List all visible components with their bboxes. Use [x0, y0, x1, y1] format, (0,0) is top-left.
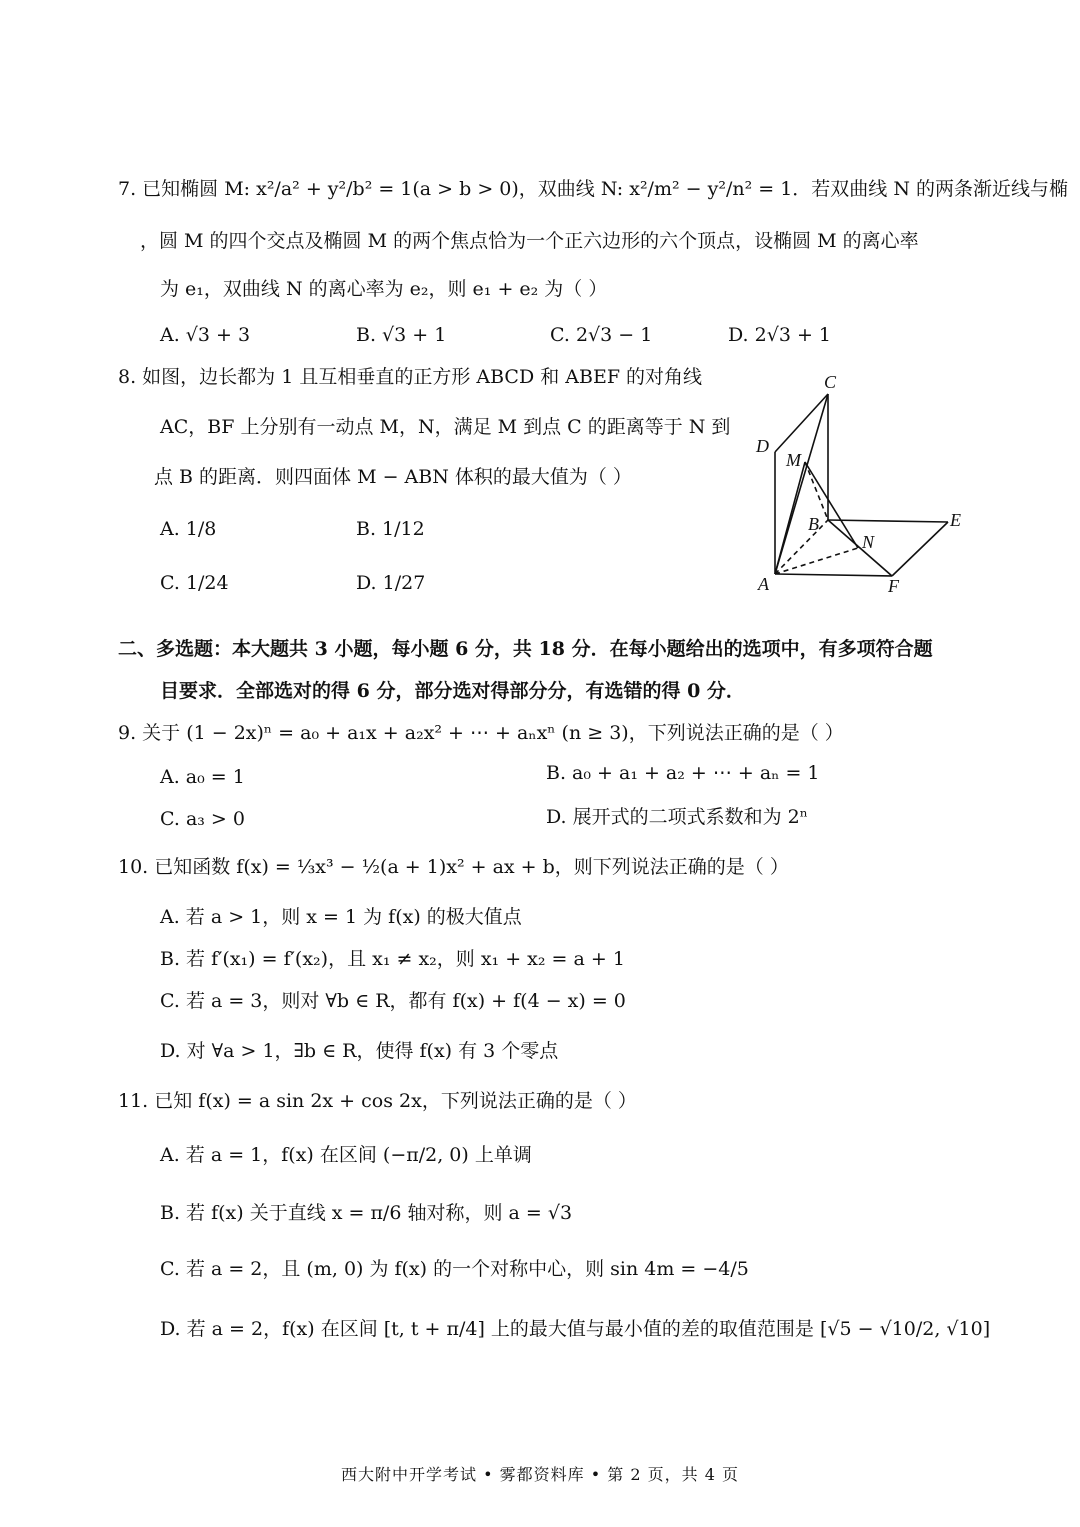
section2-header-line1: 二、多选题：本大题共 3 小题，每小题 6 分，共 18 分．在每小题给出的选项中，有多项符合题: [118, 638, 933, 660]
q10-option-a: A. 若 a > 1，则 x = 1 为 f(x) 的极大值点: [160, 906, 522, 928]
diagonal-bf: [828, 520, 892, 576]
segment-am: [775, 462, 805, 574]
q11-option-a: A. 若 a = 1，f(x) 在区间 (−π/2, 0) 上单调: [160, 1144, 532, 1166]
q10-option-b: B. 若 f′(x₁) = f′(x₂)，且 x₁ ≠ x₂，则 x₁ + x₂ = a + 1: [160, 948, 625, 970]
q7-option-c: C. 2√3 − 1: [550, 324, 653, 346]
page-footer: 西大附中开学考试 • 雾都资料库 • 第 2 页，共 4 页: [341, 1465, 739, 1484]
section2-header-line2: 目要求．全部选对的得 6 分，部分选对得部分分，有选错的得 0 分．: [160, 680, 745, 702]
q10-option-d: D. 对 ∀a > 1，∃b ∈ R，使得 f(x) 有 3 个零点: [160, 1040, 559, 1062]
q11-option-b: B. 若 f(x) 关于直线 x = π/6 轴对称，则 a = √3: [160, 1202, 573, 1224]
segment-an: [775, 548, 858, 574]
q9-option-b: B. a₀ + a₁ + a₂ + ⋯ + aₙ = 1: [546, 762, 820, 784]
edge-bf-top: [828, 520, 948, 522]
q8-line2: AC，BF 上分别有一动点 M，N，满足 M 到点 C 的距离等于 N 到: [160, 416, 731, 438]
q11-line1: 11. 已知 f(x) = a sin 2x + cos 2x，下列说法正确的是（ ）: [118, 1090, 637, 1112]
q8-option-a: A. 1/8: [160, 518, 217, 540]
q7-option-b: B. √3 + 1: [356, 324, 447, 346]
label-c: C: [824, 372, 837, 392]
q11-option-c: C. 若 a = 2，且 (m, 0) 为 f(x) 的一个对称中心，则 sin 4m = −4/5: [160, 1258, 749, 1280]
label-b: B: [808, 514, 819, 534]
edge-fe: [892, 522, 948, 576]
segment-mb: [805, 462, 828, 520]
q8-geometry-figure: [750, 372, 980, 602]
q9-option-c: C. a₃ > 0: [160, 808, 245, 830]
q10-line1: 10. 已知函数 f(x) = ⅓x³ − ½(a + 1)x² + ax + b，则下列说法正确的是（ ）: [118, 856, 789, 878]
q7-option-a: A. √3 + 3: [160, 324, 251, 346]
q9-line1: 9. 关于 (1 − 2x)ⁿ = a₀ + a₁x + a₂x² + ⋯ + aₙxⁿ (n ≥ 3)，下列说法正确的是（ ）: [118, 722, 844, 744]
q7-line3: 为 e₁，双曲线 N 的离心率为 e₂，则 e₁ + e₂ 为（ ）: [160, 278, 608, 300]
label-n: N: [862, 532, 875, 552]
q8-option-d: D. 1/27: [356, 572, 426, 594]
label-a: A: [758, 574, 769, 594]
q8-line3: 点 B 的距离．则四面体 M − ABN 体积的最大值为（ ）: [154, 466, 632, 488]
q10-option-c: C. 若 a = 3，则对 ∀b ∈ R，都有 f(x) + f(4 − x) = 0: [160, 990, 626, 1012]
q8-line1: 8. 如图，边长都为 1 且互相垂直的正方形 ABCD 和 ABEF 的对角线: [118, 366, 703, 388]
q8-option-b: B. 1/12: [356, 518, 425, 540]
label-d: D: [756, 436, 769, 456]
q8-option-c: C. 1/24: [160, 572, 229, 594]
label-f: F: [888, 576, 899, 596]
q9-option-d: D. 展开式的二项式系数和为 2ⁿ: [546, 806, 808, 828]
q7-line2: ，圆 M 的四个交点及椭圆 M 的两个焦点恰为一个正六边形的六个顶点，设椭圆 M 的离心率: [140, 230, 919, 252]
q7-option-d: D. 2√3 + 1: [728, 324, 832, 346]
q7-line1: 7. 已知椭圆 M: x²/a² + y²/b² = 1(a > b > 0)，双曲线 N: x²/m² − y²/n² = 1．若双曲线 N 的两条渐近线与椭: [118, 178, 1068, 200]
label-m: M: [786, 450, 801, 470]
edge-af: [775, 574, 892, 576]
q11-option-d: D. 若 a = 2，f(x) 在区间 [t, t + π/4] 上的最大值与最小值的差的取值范围是 [√5 − √10/2, √10]: [160, 1318, 991, 1340]
label-e: E: [950, 510, 961, 530]
q9-option-a: A. a₀ = 1: [160, 766, 245, 788]
